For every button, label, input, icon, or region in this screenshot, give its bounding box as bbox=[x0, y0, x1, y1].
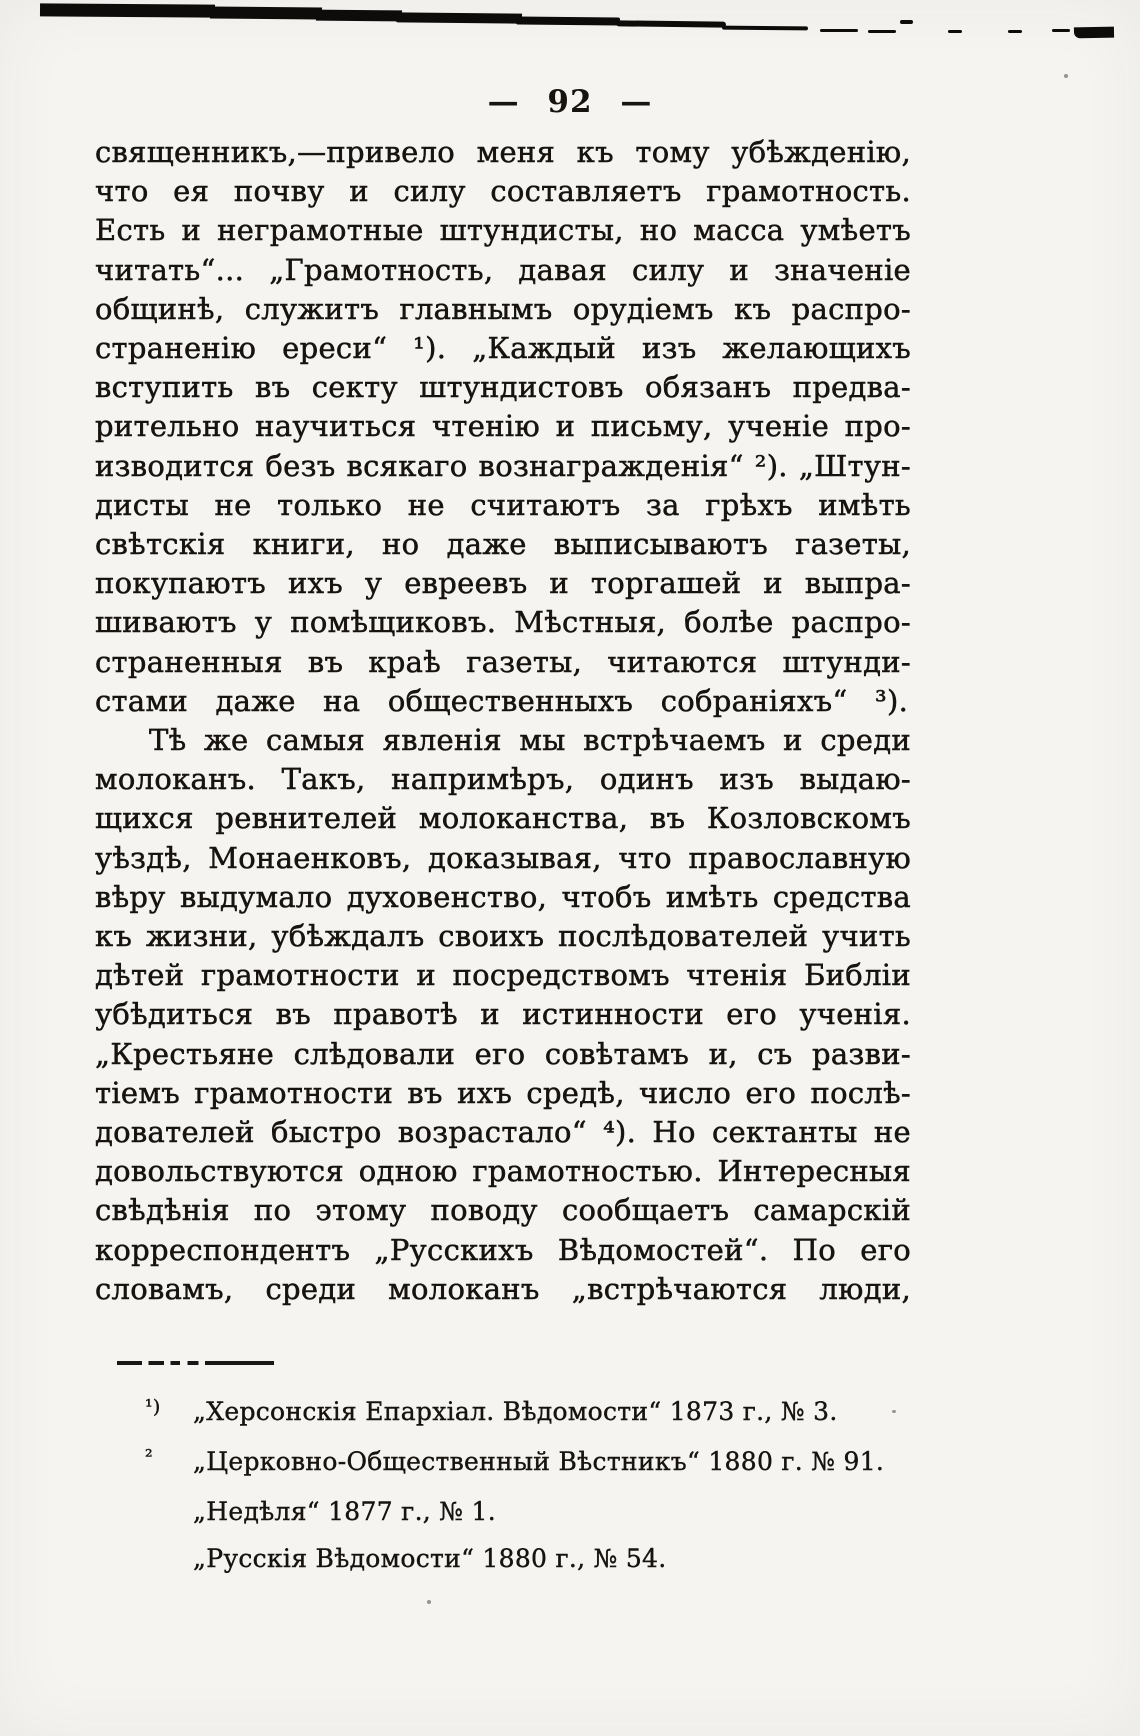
scan-smudge-dash bbox=[1008, 30, 1022, 33]
text-line-28: свѣдѣнія по этому поводу сообщаетъ самарскій bbox=[95, 1193, 911, 1228]
text-line-14: страненныя въ краѣ газеты, читаются штунди- bbox=[95, 644, 911, 679]
scan-smudge-dash bbox=[1052, 29, 1070, 32]
footnote-row-2 bbox=[145, 1438, 884, 1488]
text-line-6: страненію ереси“ ¹). „Каждый изъ желающихъ bbox=[95, 331, 911, 366]
scan-speck bbox=[427, 1600, 431, 1604]
text-line-20: вѣру выдумало духовенство, чтобъ имѣть средства bbox=[95, 879, 911, 914]
footnote-text: „Недѣля“ 1877 г., № 1. bbox=[193, 1497, 496, 1526]
scan-smudge-dash bbox=[948, 30, 962, 33]
text-line-12: покупаютъ ихъ у евреевъ и торгашей и выпра- bbox=[95, 566, 911, 601]
text-line-18: щихся ревнителей молоканства, въ Козловскомъ bbox=[95, 801, 911, 836]
text-line-9: изводится безъ всякаго вознагражденія“ ²). „Штун- bbox=[95, 448, 911, 483]
text-line-19: уѣздѣ, Монаенковъ, доказывая, что православную bbox=[95, 840, 911, 875]
text-line-4: читать“... „Грамотность, давая силу и значеніе bbox=[95, 252, 911, 287]
footnote-text: „Церковно-Общественный Вѣстникъ“ 1880 г. № 91. bbox=[193, 1447, 885, 1476]
footnote-text: „Русскія Вѣдомости“ 1880 г., № 54. bbox=[193, 1544, 667, 1573]
text-line-10: дисты не только не считаютъ за грѣхъ имѣть bbox=[95, 487, 911, 522]
text-line-22: дѣтей грамотности и посредствомъ чтенія Библіи bbox=[95, 958, 911, 993]
text-line-17: молоканъ. Такъ, напримѣръ, одинъ изъ выдаю- bbox=[95, 762, 911, 797]
text-line-11: свѣтскія книги, но даже выписываютъ газеты, bbox=[95, 527, 911, 562]
text-line-3: Есть и неграмотные штундисты, но масса умѣетъ bbox=[95, 213, 911, 248]
text-line-26: дователей быстро возрастало“ ⁴). Но сектанты не bbox=[95, 1115, 911, 1150]
text-line-16: Тѣ же самыя явленія мы встрѣчаемъ и среди bbox=[149, 723, 911, 758]
footnote-separator bbox=[117, 1361, 274, 1365]
footnote-marker: ¹) bbox=[145, 1396, 161, 1418]
scan-smudge-segment bbox=[210, 7, 322, 20]
footnote-text: „Херсонскія Епархіал. Вѣдомости“ 1873 г., № 3. bbox=[193, 1397, 838, 1426]
text-line-23: убѣдиться въ правотѣ и истинности его ученія. bbox=[95, 997, 911, 1032]
scan-smudge-segment bbox=[40, 3, 215, 17]
text-line-1: священникъ,—привело меня къ тому убѣжденію, bbox=[95, 135, 911, 169]
scan-smudge-segment bbox=[396, 12, 522, 23]
text-line-25: тіемъ грамотности въ ихъ средѣ, число его послѣ- bbox=[95, 1075, 911, 1110]
scan-smudge-corner-block bbox=[1074, 27, 1114, 39]
scan-smudge-segment bbox=[722, 26, 808, 31]
scan-smudge-segment bbox=[316, 10, 402, 22]
scan-smudge-dash bbox=[900, 20, 913, 24]
text-line-7: вступить въ секту штундистовъ обязанъ предва- bbox=[95, 370, 911, 405]
scan-smudge-dash bbox=[868, 30, 896, 33]
page-number: — 92 — bbox=[487, 84, 653, 120]
text-line-13: шиваютъ у помѣщиковъ. Мѣстныя, болѣе распро- bbox=[95, 605, 911, 640]
footnote-row-3 bbox=[145, 1488, 884, 1535]
scan-speck bbox=[1064, 74, 1068, 78]
scan-smudge-segment bbox=[616, 20, 726, 27]
text-line-2: что ея почву и силу составляетъ грамотность. bbox=[95, 174, 911, 209]
scan-smudge-segment bbox=[516, 16, 620, 25]
text-line-30: словамъ, среди молоканъ „встрѣчаются люди, bbox=[95, 1271, 911, 1306]
text-line-29: корреспондентъ „Русскихъ Вѣдомостей“. По его bbox=[95, 1232, 911, 1267]
body-text bbox=[95, 133, 911, 1309]
scan-speck bbox=[892, 1410, 896, 1413]
text-line-5: общинѣ, служитъ главнымъ орудіемъ къ распро- bbox=[95, 291, 911, 326]
footnote-row-1 bbox=[145, 1388, 884, 1438]
text-line-27: довольствуются одною грамотностью. Интересныя bbox=[95, 1154, 911, 1189]
text-line-24: „Крестьяне слѣдовали его совѣтамъ и, съ разви- bbox=[95, 1036, 911, 1071]
text-line-21: къ жизни, убѣждалъ своихъ послѣдователей учить bbox=[95, 919, 911, 954]
scan-smudge-dash bbox=[820, 29, 858, 32]
footnote-marker: ² bbox=[145, 1446, 153, 1468]
text-line-8: рительно научиться чтенію и письму, ученіе про- bbox=[95, 409, 911, 444]
footnote-row-4 bbox=[145, 1535, 884, 1582]
footnotes bbox=[145, 1388, 884, 1582]
text-line-15: стами даже на общественныхъ собраніяхъ“ ³). bbox=[95, 683, 909, 718]
